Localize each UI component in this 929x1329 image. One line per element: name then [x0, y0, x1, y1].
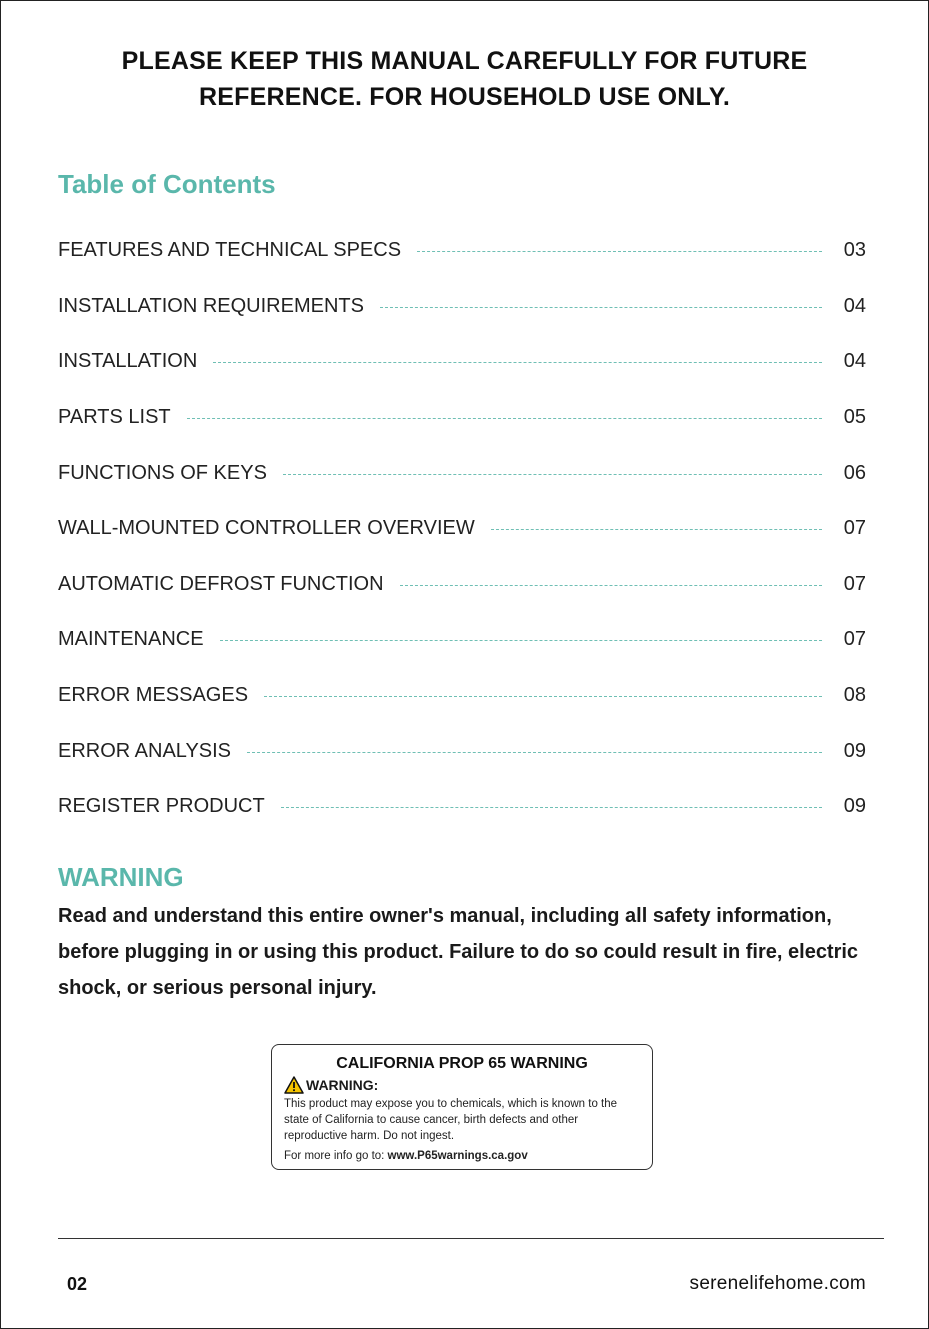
toc-title: Table of Contents	[58, 169, 276, 199]
toc-leader-line	[264, 696, 822, 697]
toc-item[interactable]	[58, 223, 866, 279]
warning-triangle-icon	[284, 1076, 304, 1094]
footer-divider	[58, 1238, 884, 1239]
toc-leader-line	[417, 251, 822, 252]
prop65-url-link[interactable]: www.P65warnings.ca.gov	[387, 1150, 528, 1162]
toc-leader-line	[491, 529, 822, 530]
toc-item[interactable]	[58, 279, 866, 335]
toc-item[interactable]	[58, 612, 866, 668]
toc-leader-line	[187, 418, 822, 419]
toc-item[interactable]	[58, 668, 866, 724]
prop65-more-prefix: For more info go to:	[284, 1150, 388, 1162]
toc-leader-line	[400, 585, 822, 586]
toc-item-page: 07	[843, 628, 866, 651]
toc-item[interactable]	[58, 723, 866, 779]
toc-item[interactable]	[58, 390, 866, 446]
toc-item[interactable]	[58, 334, 866, 390]
toc-item-label: INSTALLATION REQUIREMENTS	[58, 294, 364, 317]
toc-item-page: 06	[843, 461, 866, 484]
toc-item-label: FEATURES AND TECHNICAL SPECS	[58, 239, 402, 262]
toc-item-page: 03	[843, 239, 866, 262]
prop65-warning-label: WARNING:	[306, 1077, 379, 1093]
toc-item[interactable]	[58, 445, 866, 501]
warning-text: Read and understand this entire owner's manual, including all safety information, before plugging in or using this product. Failure to do so could result in fire, electric shock, or serious personal injury.	[58, 905, 859, 999]
toc-item[interactable]	[58, 501, 866, 557]
toc-item-page: 07	[843, 517, 866, 540]
prop65-warning-row	[284, 1075, 640, 1095]
toc-leader-line	[220, 640, 822, 641]
footer-page-number: 02	[67, 1274, 88, 1294]
warning-title: WARNING	[58, 862, 184, 892]
prop65-more-info	[284, 1148, 640, 1164]
toc-item-label: AUTOMATIC DEFROST FUNCTION	[58, 572, 384, 595]
toc-item-label: FUNCTIONS OF KEYS	[58, 461, 267, 484]
toc-leader-line	[213, 362, 822, 363]
toc-item-page: 04	[843, 294, 866, 317]
household-use-notice: PLEASE KEEP THIS MANUAL CAREFULLY FOR FUTURE REFERENCE. FOR HOUSEHOLD USE ONLY.	[121, 47, 808, 111]
toc-leader-line	[247, 752, 822, 753]
toc-item-page: 04	[843, 350, 866, 373]
toc-item-page: 05	[843, 406, 866, 429]
prop65-body: This product may expose you to chemicals, which is known to the state of California to cause cancer, birth defects and other reproductive harm. Do not ingest.	[284, 1098, 618, 1142]
toc-item[interactable]	[58, 557, 866, 613]
toc-item-label: WALL-MOUNTED CONTROLLER OVERVIEW	[58, 517, 475, 540]
toc-item-page: 07	[843, 572, 866, 595]
prop65-warning-box	[271, 1044, 653, 1170]
toc-item-label: MAINTENANCE	[58, 628, 204, 651]
toc-leader-line	[380, 307, 822, 308]
toc-item-page: 08	[843, 684, 866, 707]
toc-item-label: INSTALLATION	[58, 350, 198, 373]
toc-item-label: PARTS LIST	[58, 406, 171, 429]
toc-leader-line	[283, 474, 822, 475]
toc-item-page: 09	[843, 795, 866, 818]
toc-leader-line	[281, 807, 822, 808]
toc-item[interactable]	[58, 779, 866, 835]
toc-item-label: REGISTER PRODUCT	[58, 795, 265, 818]
footer-website-link[interactable]: serenelifehome.com	[689, 1273, 866, 1294]
toc-item-label: ERROR MESSAGES	[58, 684, 249, 707]
toc-item-page: 09	[843, 739, 866, 762]
prop65-title: CALIFORNIA PROP 65 WARNING	[336, 1055, 588, 1072]
toc-item-label: ERROR ANALYSIS	[58, 739, 232, 762]
toc-list	[58, 223, 866, 835]
